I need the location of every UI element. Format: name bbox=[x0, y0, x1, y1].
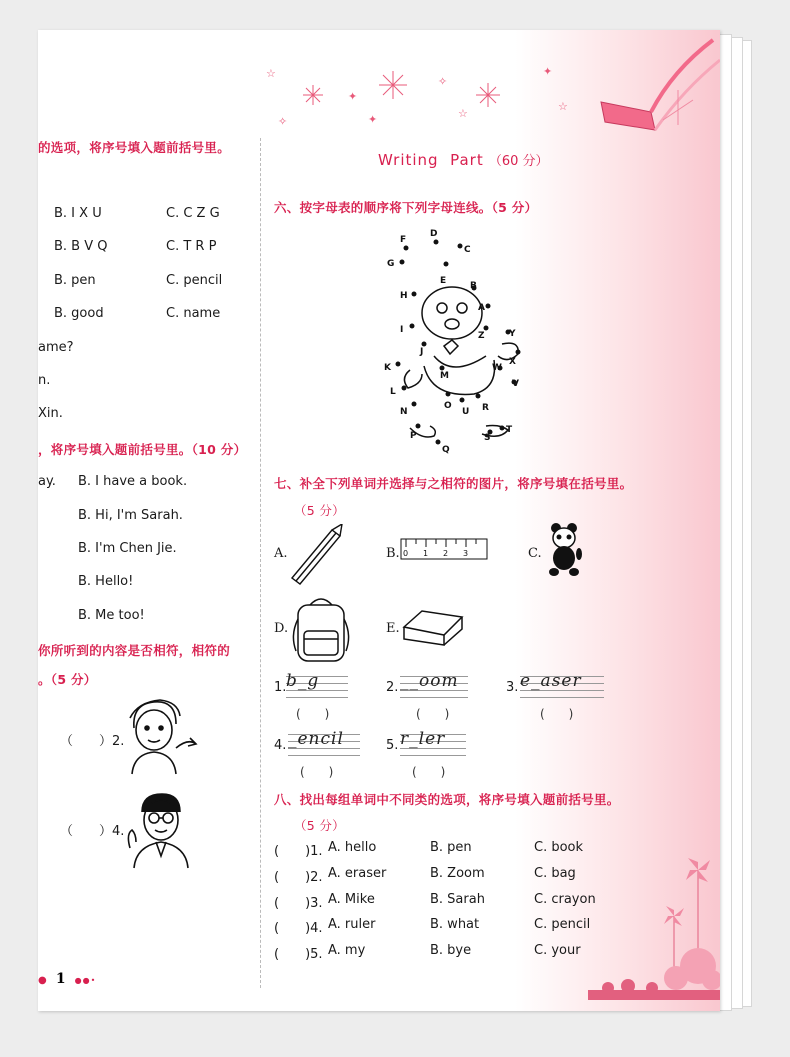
pencil-icon bbox=[288, 524, 348, 586]
q8-option-b: B. pen bbox=[430, 840, 472, 855]
word-writing-lines bbox=[286, 672, 348, 698]
word-to-complete: __oom bbox=[400, 671, 459, 691]
left-option-c: C. pencil bbox=[166, 273, 223, 288]
response-option: B. Hi, I'm Sarah. bbox=[78, 508, 183, 523]
q8-option-c: C. your bbox=[534, 943, 581, 958]
picture-label-a: A. bbox=[274, 546, 288, 561]
man-glasses-illustration bbox=[124, 790, 194, 870]
writing-title-text: Writing Part bbox=[378, 151, 484, 169]
response-option: B. Me too! bbox=[78, 608, 145, 623]
svg-text:✧: ✧ bbox=[278, 115, 288, 128]
dot-label: M bbox=[440, 371, 449, 381]
dot-label: V bbox=[512, 379, 519, 389]
dot-label: A bbox=[478, 303, 485, 313]
pinwheel-trees-decoration bbox=[548, 840, 720, 1000]
ruler-number: 3 bbox=[463, 549, 469, 558]
dot-label: Z bbox=[478, 331, 485, 341]
word-to-complete: _encil bbox=[288, 729, 344, 749]
q8-option-c: C. book bbox=[534, 840, 584, 855]
question-8-heading: 八、找出每组单词中不同类的选项，将序号填入题前括号里。 bbox=[274, 792, 620, 807]
ribbon-decoration bbox=[593, 30, 720, 140]
ruler-number: 2 bbox=[443, 549, 449, 558]
picture-item-4[interactable]: （ ）4. bbox=[60, 824, 125, 839]
picture-label-d: D. bbox=[274, 621, 289, 636]
writing-part-title bbox=[378, 150, 549, 169]
question-7-score: （5 分） bbox=[294, 503, 345, 518]
answer-blank[interactable]: ( ) bbox=[416, 707, 450, 721]
word-writing-lines bbox=[520, 672, 604, 698]
left-partial-heading-2: ，将序号填入题前括号里。（10 分） bbox=[38, 442, 247, 457]
left-option-b: B. good bbox=[54, 306, 104, 321]
panda-toy-icon bbox=[546, 522, 582, 578]
word-to-complete: b_g bbox=[286, 671, 320, 691]
left-fragment: ay. bbox=[38, 474, 56, 489]
dot-label: U bbox=[462, 407, 470, 417]
q8-option-c: C. bag bbox=[534, 866, 576, 881]
word-writing-lines bbox=[288, 730, 360, 756]
boy-illustration bbox=[114, 698, 204, 776]
writing-score: （60 分） bbox=[488, 154, 549, 169]
left-fragment: ame? bbox=[38, 340, 74, 355]
page-number: 1 bbox=[55, 971, 66, 987]
svg-text:☆: ☆ bbox=[558, 100, 568, 113]
left-option-c: C. T R P bbox=[166, 239, 217, 254]
dot-label: P bbox=[410, 431, 417, 441]
dot-label: E bbox=[440, 276, 447, 286]
dot-label: H bbox=[400, 291, 408, 301]
svg-text:☆: ☆ bbox=[458, 107, 468, 120]
svg-text:✧: ✧ bbox=[438, 75, 448, 88]
question-7-heading: 七、补全下列单词并选择与之相符的图片，将序号填在括号里。 bbox=[274, 476, 633, 491]
q8-option-b: B. Sarah bbox=[430, 892, 485, 907]
dot-label: B bbox=[470, 281, 477, 291]
response-option: B. I'm Chen Jie. bbox=[78, 541, 177, 556]
word-num: 1. bbox=[274, 680, 287, 695]
q8-option-b: B. what bbox=[430, 917, 480, 932]
answer-blank[interactable]: ( ) bbox=[540, 707, 574, 721]
word-writing-lines bbox=[400, 730, 466, 756]
dot-label: N bbox=[400, 407, 408, 417]
question-6-heading: 六、按字母表的顺序将下列字母连线。（5 分） bbox=[274, 200, 538, 215]
page-number-area: ● 1 ●●• bbox=[38, 971, 97, 987]
left-partial-heading-3: 你所听到的内容是否相符，相符的 bbox=[38, 643, 231, 658]
q8-option-b: B. Zoom bbox=[430, 866, 485, 881]
q8-option-b: B. bye bbox=[430, 943, 472, 958]
dot-label: G bbox=[387, 259, 395, 269]
q8-row-number[interactable]: ( )3. bbox=[274, 896, 323, 911]
dot-label: K bbox=[384, 363, 391, 373]
left-option-b: B. I X U bbox=[54, 206, 102, 221]
dot-label: W bbox=[492, 363, 502, 373]
dot-label: Y bbox=[509, 329, 516, 339]
q8-option-a: A. eraser bbox=[328, 866, 387, 881]
dot-label: X bbox=[509, 357, 516, 367]
q8-option-a: A. ruler bbox=[328, 917, 376, 932]
worksheet-page bbox=[38, 30, 720, 1011]
left-option-c: C. C Z G bbox=[166, 206, 220, 221]
dot-label: F bbox=[400, 235, 407, 245]
left-option-b: B. B V Q bbox=[54, 239, 108, 254]
answer-blank[interactable]: ( ) bbox=[300, 765, 334, 779]
svg-text:✦: ✦ bbox=[543, 65, 553, 78]
word-num: 5. bbox=[386, 738, 399, 753]
dot-label: C bbox=[464, 245, 471, 255]
left-partial-heading-1: 的选项，将序号填入题前括号里。 bbox=[38, 140, 231, 155]
picture-item-2[interactable]: （ ）2. bbox=[60, 734, 125, 749]
left-option-b: B. pen bbox=[54, 273, 96, 288]
response-option: B. I have a book. bbox=[78, 474, 188, 489]
picture-label-c: C. bbox=[528, 546, 542, 561]
connect-dots-bear bbox=[378, 228, 538, 456]
answer-blank[interactable]: ( ) bbox=[412, 765, 446, 779]
word-num: 3. bbox=[506, 680, 519, 695]
q8-option-c: C. crayon bbox=[534, 892, 596, 907]
left-partial-heading-3b: 。（5 分） bbox=[38, 672, 97, 687]
dot-label: I bbox=[400, 325, 404, 335]
response-option: B. Hello! bbox=[78, 574, 134, 589]
q8-option-c: C. pencil bbox=[534, 917, 591, 932]
dot-label: J bbox=[420, 347, 424, 357]
eraser-icon bbox=[400, 605, 466, 649]
svg-text:☆: ☆ bbox=[266, 67, 276, 80]
column-divider bbox=[260, 138, 261, 988]
q8-option-a: A. Mike bbox=[328, 892, 375, 907]
word-num: 2. bbox=[386, 680, 399, 695]
dot-label: L bbox=[390, 387, 396, 397]
dot-label: T bbox=[506, 425, 513, 435]
word-to-complete: e_aser bbox=[520, 671, 582, 691]
q8-row-number[interactable]: ( )1. bbox=[274, 844, 323, 859]
dot-label: O bbox=[444, 401, 452, 411]
fireworks-decoration bbox=[258, 55, 588, 135]
svg-text:✦: ✦ bbox=[348, 90, 358, 103]
q8-option-a: A. hello bbox=[328, 840, 377, 855]
q8-row-number[interactable]: ( )2. bbox=[274, 870, 323, 885]
left-option-c: C. name bbox=[166, 306, 221, 321]
q8-row-number[interactable]: ( )4. bbox=[274, 921, 323, 936]
picture-label-e: E. bbox=[386, 621, 400, 636]
ruler-number: 1 bbox=[423, 549, 429, 558]
dot-label: D bbox=[430, 229, 438, 239]
q8-option-a: A. my bbox=[328, 943, 366, 958]
dot-label: Q bbox=[442, 445, 450, 455]
word-writing-lines bbox=[400, 672, 468, 698]
q8-row-number[interactable]: ( )5. bbox=[274, 947, 323, 962]
question-8-score: （5 分） bbox=[294, 818, 345, 833]
answer-blank[interactable]: ( ) bbox=[296, 707, 330, 721]
dot-label: R bbox=[482, 403, 489, 413]
svg-text:✦: ✦ bbox=[368, 113, 378, 126]
left-fragment: Xin. bbox=[38, 406, 63, 421]
dot-label: S bbox=[484, 433, 491, 443]
ruler-icon bbox=[400, 538, 488, 560]
word-to-complete: r_ler bbox=[400, 729, 446, 749]
backpack-icon bbox=[290, 595, 352, 665]
picture-label-b: B. bbox=[386, 546, 400, 561]
ruler-number: 0 bbox=[403, 549, 409, 558]
left-fragment: n. bbox=[38, 373, 51, 388]
word-num: 4. bbox=[274, 738, 287, 753]
